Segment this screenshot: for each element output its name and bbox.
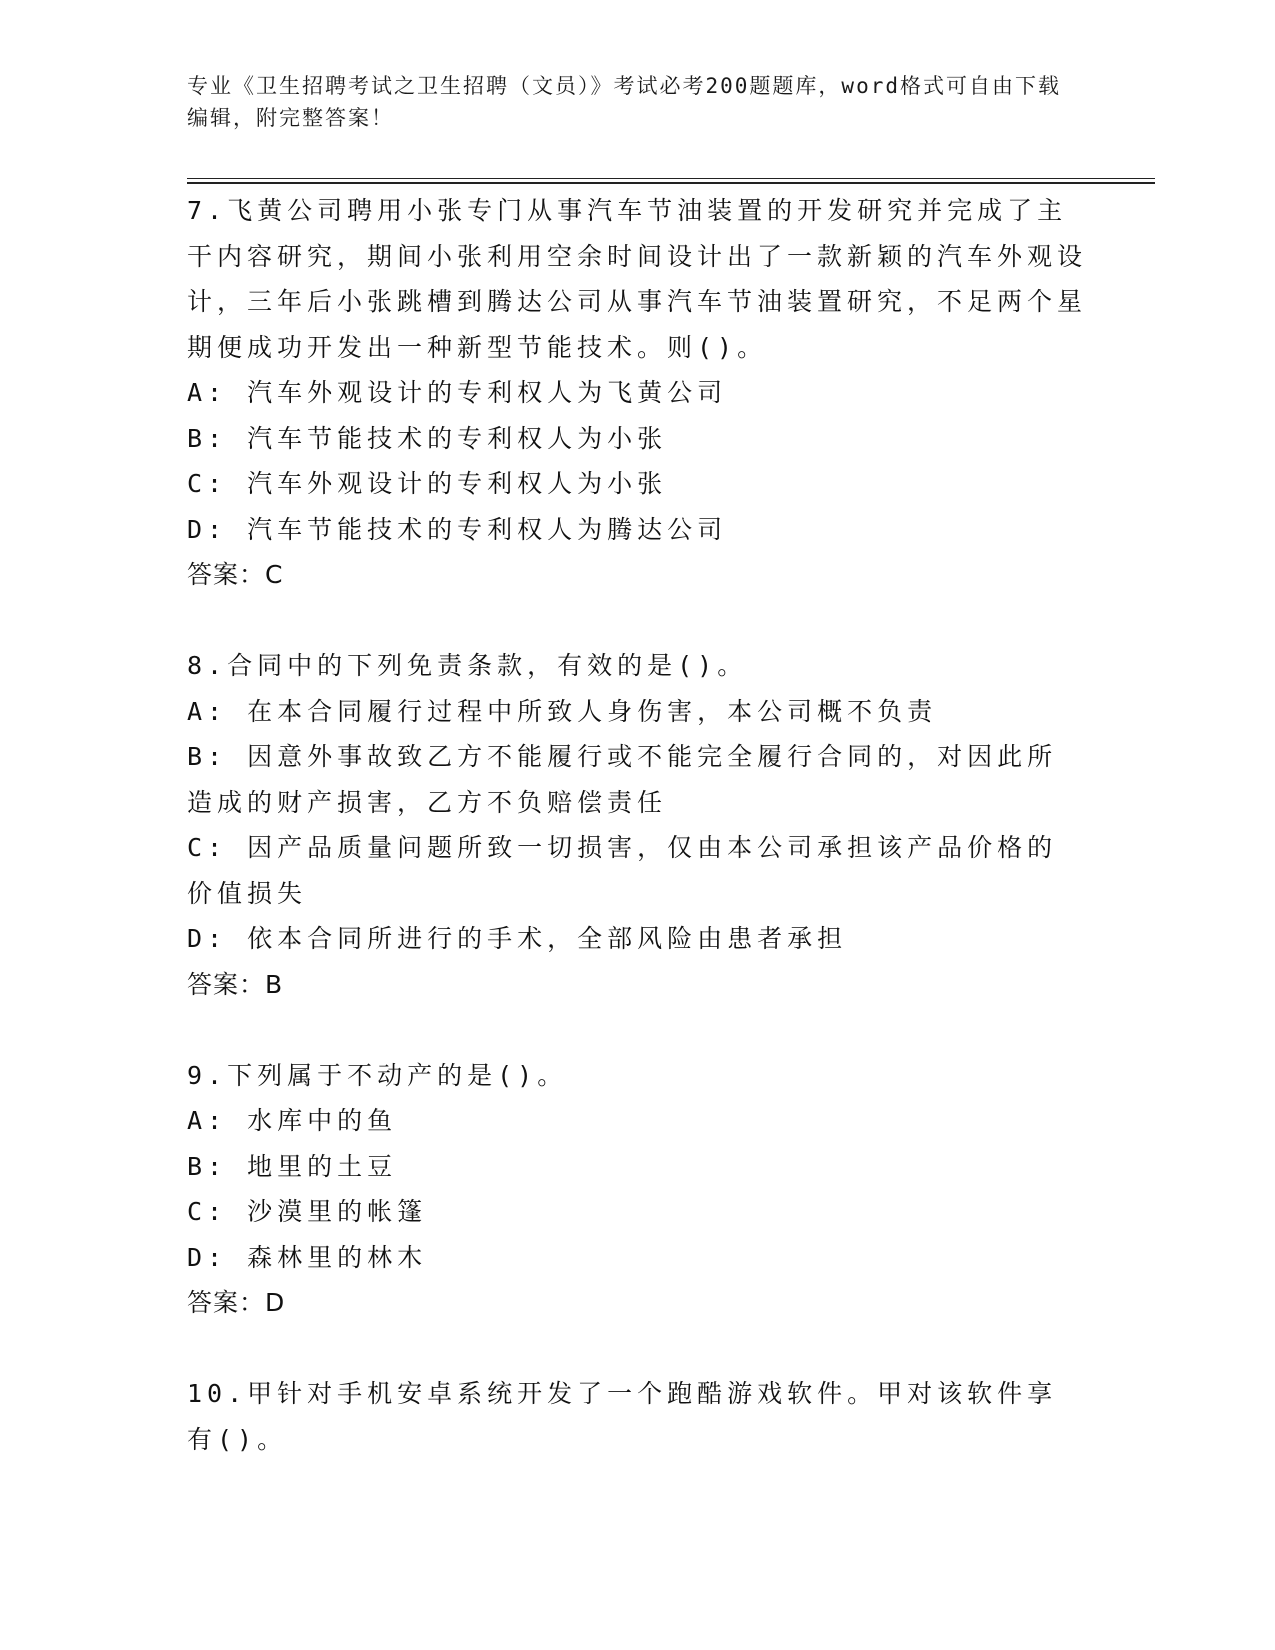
- option-b: B: 因意外事故致乙方不能履行或不能完全履行合同的，对因此所造成的财产损害，乙方不负赔偿责任: [187, 742, 1058, 817]
- question-7: [187, 188, 1087, 598]
- option-b: B: 汽车节能技术的专利权人为小张: [187, 423, 668, 453]
- option-a: A: 在本合同履行过程中所致人身伤害，本公司概不负责: [187, 696, 938, 726]
- question-text: 8.合同中的下列免责条款，有效的是()。: [187, 651, 748, 680]
- question-9: [187, 1053, 1087, 1326]
- answer-line: 答案：C: [187, 560, 284, 589]
- option-b: B: 地里的土豆: [187, 1151, 398, 1181]
- answer-line: 答案：D: [187, 1288, 286, 1317]
- option-d: D: 依本合同所进行的手术，全部风险由患者承担: [187, 924, 848, 953]
- option-a: A: 汽车外观设计的专利权人为飞黄公司: [187, 378, 728, 407]
- question-text: 10.甲针对手机安卓系统开发了一个跑酷游戏软件。甲对该软件享有()。: [187, 1379, 1058, 1454]
- question-list: [187, 188, 1087, 1462]
- question-gap: [187, 598, 1087, 644]
- option-a: A: 水库中的鱼: [187, 1106, 398, 1135]
- option-d: D: 汽车节能技术的专利权人为腾达公司: [187, 514, 728, 544]
- answer-line: 答案：B: [187, 969, 284, 999]
- question-text: 9.下列属于不动产的是()。: [187, 1060, 568, 1090]
- option-c: C: 汽车外观设计的专利权人为小张: [187, 469, 668, 498]
- question-8: [187, 643, 1087, 1007]
- option-c: C: 因产品质量问题所致一切损害，仅由本公司承担该产品价格的价值损失: [187, 833, 1058, 908]
- option-d: D: 森林里的林木: [187, 1242, 428, 1272]
- header-divider-thin: [187, 178, 1155, 179]
- option-c: C: 沙漠里的帐篷: [187, 1197, 428, 1226]
- question-10: [187, 1371, 1087, 1462]
- header-divider-thick: [187, 182, 1155, 184]
- document-header: 专业《卫生招聘考试之卫生招聘（文员）》考试必考200题题库，word格式可自由下载编辑，附完整答案！: [187, 74, 1061, 130]
- question-gap: [187, 1007, 1087, 1053]
- question-text: 7.飞黄公司聘用小张专门从事汽车节油装置的开发研究并完成了主干内容研究，期间小张利用空余时间设计出了一款新颖的汽车外观设计，三年后小张跳槽到腾达公司从事汽车节油装置研究，不足两个星期便成功开发出一种新型节能技术。则()。: [187, 196, 1088, 362]
- question-gap: [187, 1326, 1087, 1372]
